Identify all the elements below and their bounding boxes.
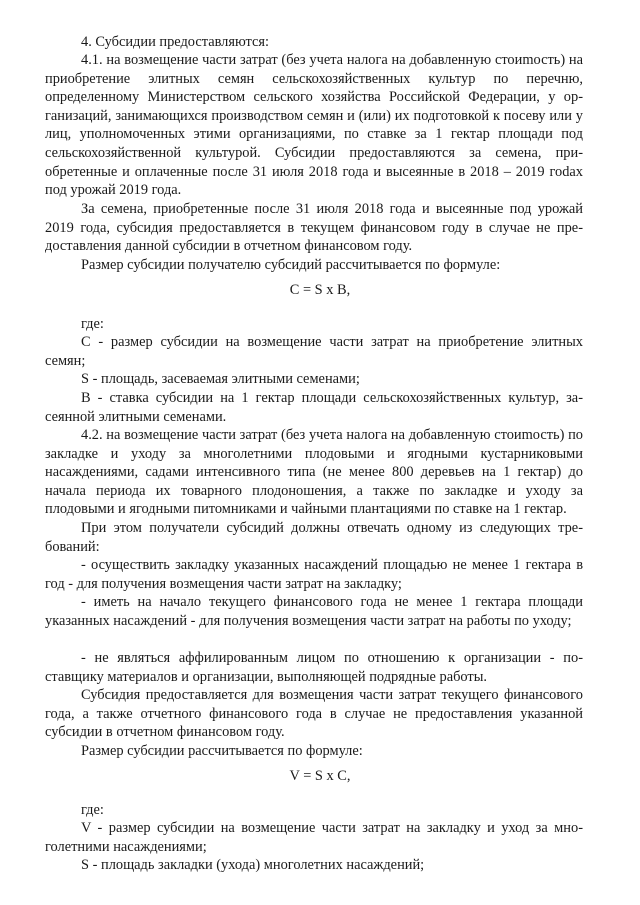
where-label-2: где: (81, 802, 104, 818)
requirement-3: - не являться аффилированным лицом по отношению к организации - поставщику материалов и организации, выполняющей подрядные работы. (45, 650, 583, 685)
definition-s-2: S - площадь закладки (ухода) многолетних насаждений; (81, 857, 425, 873)
requirement-2: - иметь на начало текущего финансового года не менее 1 гектара площади указанных насаждений - для получения возмещения части затрат на работы по уходу; (45, 594, 583, 629)
paragraph-4-2: 4.2. на возмещение части затрат (без учета налога на добавленную стоиmость) по закладке и уходу за многолетними плодовыми и ягодными кустарниковыми насаждениями, садами интенсивного типа (не менее 800 деревьев на 1 гектар) до начала периода их товарного плодоношения, а также по закладке и уходу за плодовыми и ягодными питомниками и чайными плантациями по ставке на 1 гектар. (45, 427, 583, 518)
definition-s-1: S - площадь, засеваемая элитными семенами; (81, 371, 360, 387)
definition-v: V - размер субсидии на возмещение части затрат на закладку и уход за многолетними насаждениями; (45, 820, 583, 855)
where-label-1: где: (81, 316, 104, 332)
formula-2: V = S x C, (289, 768, 351, 784)
paragraph-requirements: При этом получатели субсидий должны отвечать одному из следующих требований: (45, 520, 583, 555)
formula-1: C = S x B, (289, 282, 351, 298)
section-heading: 4. Субсидии предоставляются: (81, 34, 270, 50)
paragraph-subsidy: Субсидия предоставляется для возмещения части затрат текущего финансового года, а также отчетного финансового года в случае не предоставления указанной субсидии в отчетном финансовом году. (45, 687, 583, 741)
definition-c: C - размер субсидии на возмещение части затрат на приобретение элитных семян; (45, 334, 583, 369)
definition-b: B - ставка субсидии на 1 гектар площади сельскохозяйственных культур, засеянной элитными семенами. (45, 390, 583, 425)
paragraph-4-1: 4.1. на возмещение части затрат (без учета налога на добавленную стоиmость) на приобретение элитных семян сельскохозяйственных культур по перечню, определенному Министерством сельского хозяйства Российской Федерации, у организаций, занимающихся производством семян и (или) их подготовкой к посеву или у лиц, уполномоченных этими организациями, по ставке за 1 гектар площади под сельскохозяйственной культурой. Субсидии предоставляются за семена, приобретенные и оплаченные после 31 июля 2018 года и высеянные в 2018 – 2019 гоdах под урожай 2019 года. (45, 52, 583, 199)
paragraph-seeds: За семена, приобретенные после 31 июля 2018 года и высеянные под урожай 2019 года, субсидия предоставляется в текущем финансовом году в случае не предоставления данной субсидии в отчетном финансовом году. (45, 201, 583, 255)
requirement-1: - осуществить закладку указанных насаждений площадью не менее 1 гектара в год - для получения возмещения части затрат на закладку; (45, 557, 583, 592)
paragraph-formula-intro-1: Размер субсидии получателю субсидий рассчитывается по формуле: (81, 257, 501, 273)
paragraph-formula-intro-2: Размер субсидии рассчитывается по формуле: (81, 743, 363, 759)
